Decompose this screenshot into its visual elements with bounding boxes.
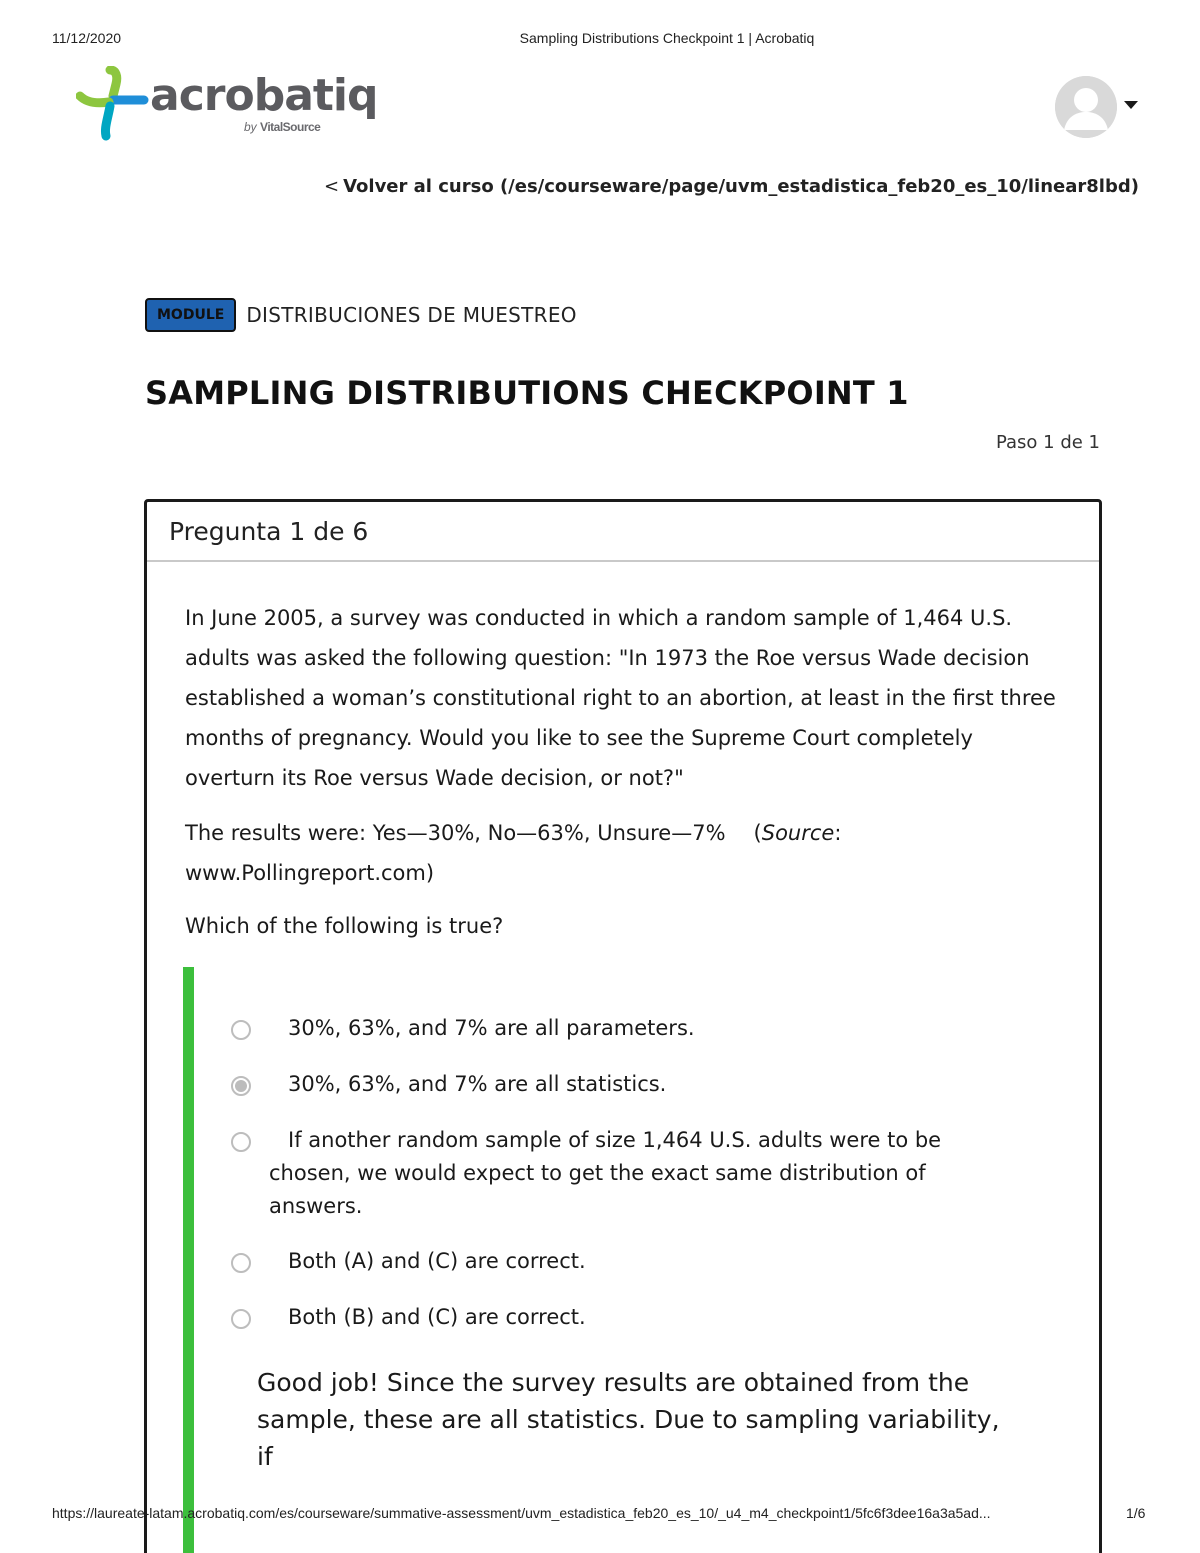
option-label: If another random sample of size 1,464 U.S. adults were to be chosen, we would expect to get the exact same distribution of answers. (269, 1128, 942, 1218)
question-paragraph: In June 2005, a survey was conducted in which a random sample of 1,464 U.S. adults was asked the following question: "In 1973 the Roe versus Wade decision established a woman’s constitutional right to an abortion, at least in the first three months of pregnancy. Would you like to see the Supreme Court completely overturn its Roe versus Wade decision, or not?" (185, 606, 1056, 790)
logo-byline (244, 120, 320, 134)
option-label: Both (A) and (C) are correct. (288, 1249, 586, 1273)
print-date: 11/12/2020 (52, 30, 122, 46)
question-prompt: Which of the following is true? (185, 914, 504, 938)
chevron-left-icon: < (324, 176, 340, 197)
acrobatiq-mark-icon (76, 66, 150, 142)
source-open: ( (753, 821, 762, 845)
caret-down-icon[interactable] (1124, 101, 1138, 109)
source-rest: : www.Pollingreport.com) (185, 821, 842, 885)
question-header (147, 502, 1099, 562)
module-name: DISTRIBUCIONES DE MUESTREO (246, 303, 577, 327)
acrobatiq-wordmark: acrobatiq (150, 70, 378, 121)
option-label: 30%, 63%, and 7% are all parameters. (288, 1016, 695, 1040)
radio-button[interactable] (231, 1020, 251, 1040)
print-footer (52, 1505, 1152, 1525)
print-header (0, 30, 1200, 50)
radio-button[interactable] (231, 1309, 251, 1329)
option-label: Both (B) and (C) are correct. (288, 1305, 586, 1329)
page-title: SAMPLING DISTRIBUTIONS CHECKPOINT 1 (145, 374, 909, 412)
acrobatiq-logo[interactable] (76, 66, 378, 142)
back-to-course-link[interactable] (324, 176, 1139, 197)
question-card (144, 499, 1102, 1553)
option-label: 30%, 63%, and 7% are all statistics. (288, 1072, 667, 1096)
results-text: The results were: Yes—30%, No—63%, Unsure—7% (185, 821, 726, 845)
print-title-wrap (0, 30, 1200, 46)
module-badge: MODULE (145, 298, 236, 332)
source-label: Source (761, 821, 835, 845)
module-row (145, 297, 577, 333)
answer-feedback: Good job! Since the survey results are obtained from the sample, these are all statistics. Due to sampling variability, if (257, 1368, 1000, 1471)
question-number: Pregunta 1 de 6 (169, 516, 369, 546)
byline-prefix: by (244, 120, 257, 134)
print-title: Sampling Distributions Checkpoint 1 | Acrobatiq (519, 30, 815, 46)
print-url: https://laureate-latam.acrobatiq.com/es/courseware/summative-assessment/uvm_estadistica_feb20_es_10/_u4_m4_checkpoint1/5fc6f3dee16a3a5ad... (52, 1505, 991, 1521)
radio-button[interactable] (231, 1253, 251, 1273)
byline-brand: VitalSource (260, 120, 321, 134)
radio-button-selected[interactable] (231, 1076, 251, 1096)
user-silhouette-icon (1055, 76, 1117, 138)
user-avatar-icon[interactable] (1055, 76, 1117, 138)
back-link-label: Volver al curso (/es/courseware/page/uvm_estadistica_feb20_es_10/linear8lbd) (343, 176, 1139, 197)
print-page-number: 1/6 (1126, 1505, 1146, 1521)
step-indicator: Paso 1 de 1 (995, 432, 1100, 453)
radio-button[interactable] (231, 1132, 251, 1152)
correct-answer-bar (183, 967, 194, 1553)
question-results (185, 813, 1065, 893)
